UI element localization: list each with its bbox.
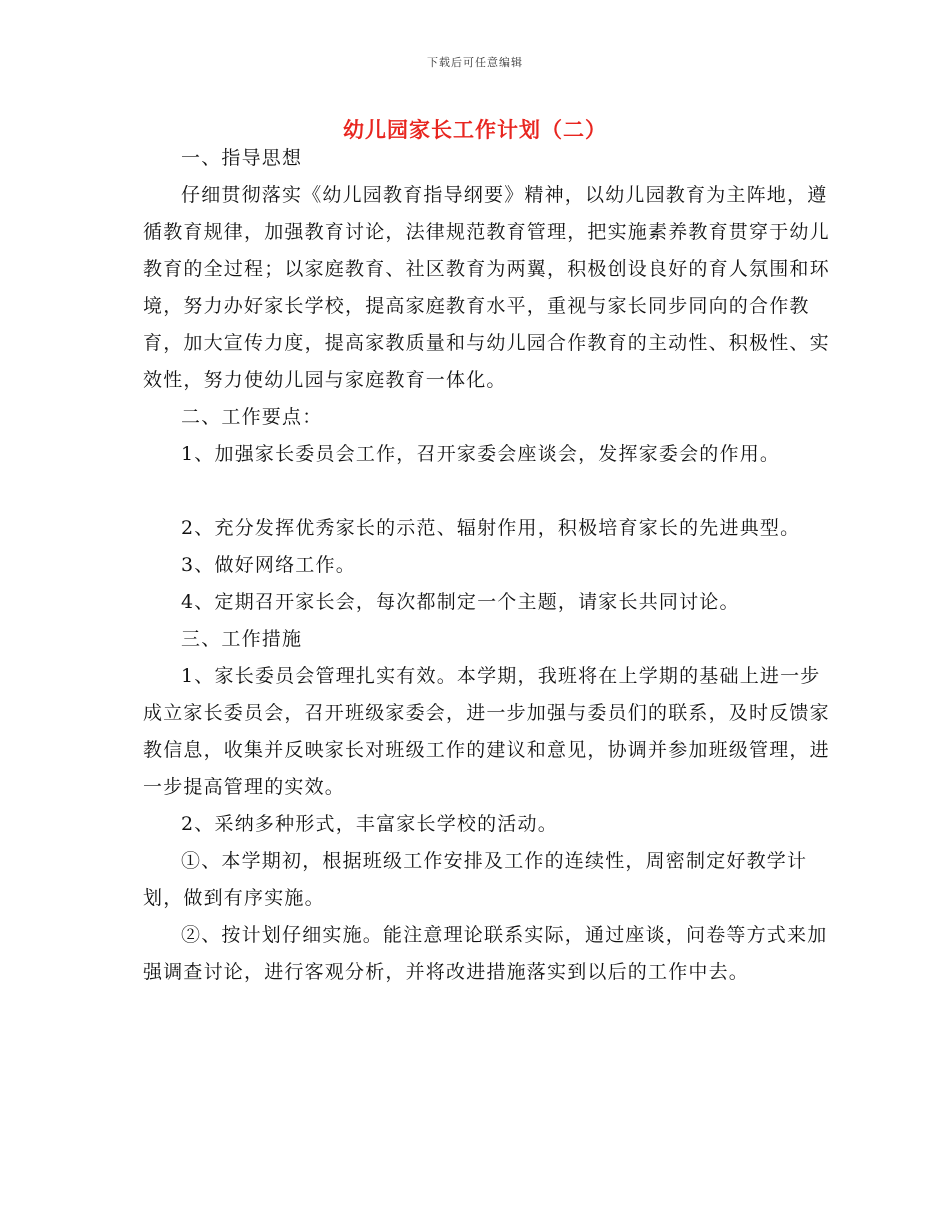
document-body bbox=[143, 140, 833, 991]
paragraph: 1、家长委员会管理扎实有效。本学期，我班将在上学期的基础上进一步成立家长委员会，召开班级家委会，进一步加强与委员们的联系，及时反馈家教信息，收集并反映家长对班级工作的建议和意见，协调并参加班级管理，进一步提高管理的实效。 bbox=[143, 665, 830, 798]
paragraph: ①、本学期初，根据班级工作安排及工作的连续性，周密制定好教学计划，做到有序实施。 bbox=[143, 850, 808, 909]
paragraph: 2、采纳多种形式，丰富家长学校的活动。 bbox=[181, 813, 558, 835]
list-item: 3、做好网络工作。 bbox=[181, 554, 356, 576]
paragraph: 仔细贯彻落实《幼儿园教育指导纲要》精神，以幼儿园教育为主阵地，遵循教育规律，加强教育讨论，法律规范教育管理，把实施素养教育贯穿于幼儿教育的全过程；以家庭教育、社区教育为两翼，积极创设良好的育人氛围和环境，努力办好家长学校，提高家庭教育水平，重视与家长同步同向的合作教育，加大宣传力度，提高家教质量和与幼儿园合作教育的主动性、积极性、实效性，努力使幼儿园与家庭教育一体化。 bbox=[143, 184, 830, 391]
document-title: 幼儿园家长工作计划（二） bbox=[343, 117, 607, 142]
section-heading: 一、指导思想 bbox=[181, 147, 303, 169]
list-item: 4、定期召开家长会，每次都制定一个主题，请家长共同讨论。 bbox=[181, 591, 740, 613]
section-heading: 三、工作措施 bbox=[181, 628, 303, 650]
paragraph: ②、按计划仔细实施。能注意理论联系实际，通过座谈，问卷等方式来加强调查讨论，进行客观分析，并将改进措施落实到以后的工作中去。 bbox=[143, 924, 828, 983]
list-item: 1、加强家长委员会工作，召开家委会座谈会，发挥家委会的作用。 bbox=[181, 443, 781, 465]
list-item: 2、充分发挥优秀家长的示范、辐射作用，积极培育家长的先进典型。 bbox=[181, 517, 801, 539]
section-heading: 二、工作要点： bbox=[181, 406, 323, 428]
header-note: 下载后可任意编辑 bbox=[427, 56, 523, 69]
